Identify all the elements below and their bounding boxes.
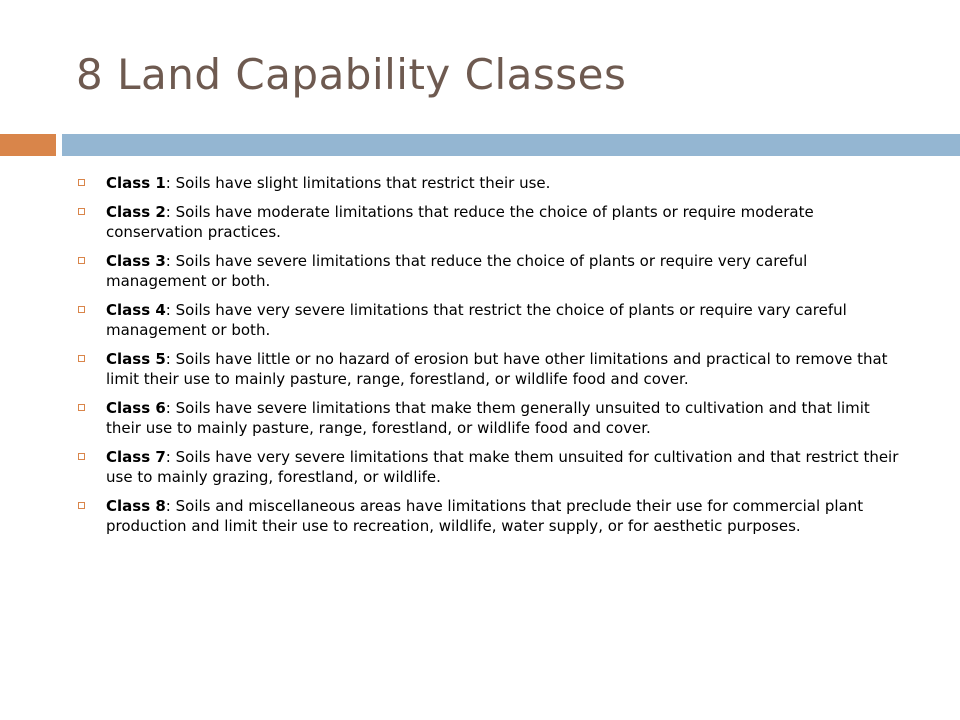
square-outline-bullet-icon <box>78 502 85 509</box>
class-separator: : <box>165 203 176 221</box>
class-description: Soils have very severe limitations that make them unsuited for cultivation and that restrict their use to mainly grazing, forestland, or wildlife. <box>106 448 899 486</box>
square-outline-bullet-icon <box>78 179 85 186</box>
list-item-class-5 <box>76 349 908 389</box>
accent-bar-blue <box>62 134 960 156</box>
class-name: Class 1 <box>106 174 166 192</box>
list-item-class-7 <box>76 447 908 487</box>
class-description: Soils have slight limitations that restrict their use. <box>175 174 551 192</box>
accent-bar-orange <box>0 134 56 156</box>
class-separator: : <box>165 252 176 270</box>
square-outline-bullet-icon <box>78 404 85 411</box>
class-separator: : <box>165 301 176 319</box>
class-name: Class 3 <box>106 252 166 270</box>
class-name: Class 5 <box>106 350 166 368</box>
square-outline-bullet-icon <box>78 306 85 313</box>
class-description: Soils have little or no hazard of erosion but have other limitations and practical to remove that limit their use to mainly pasture, range, forestland, or wildlife food and cover. <box>106 350 888 388</box>
list-item-class-6 <box>76 398 908 438</box>
class-description: Soils have moderate limitations that reduce the choice of plants or require moderate conservation practices. <box>106 203 814 241</box>
list-item-class-4 <box>76 300 908 340</box>
class-name: Class 4 <box>106 301 166 319</box>
capability-class-list <box>76 173 908 545</box>
slide-title: 8 Land Capability Classes <box>76 50 627 99</box>
class-separator: : <box>165 399 176 417</box>
square-outline-bullet-icon <box>78 257 85 264</box>
class-description: Soils have severe limitations that make them generally unsuited to cultivation and that limit their use to mainly pasture, range, forestland, or wildlife food and cover. <box>106 399 870 437</box>
class-name: Class 8 <box>106 497 166 515</box>
class-description: Soils have severe limitations that reduce the choice of plants or require very careful management or both. <box>106 252 808 290</box>
class-separator: : <box>165 350 176 368</box>
class-name: Class 6 <box>106 399 166 417</box>
list-item-class-3 <box>76 251 908 291</box>
class-name: Class 7 <box>106 448 166 466</box>
class-separator: : <box>165 174 176 192</box>
square-outline-bullet-icon <box>78 208 85 215</box>
class-name: Class 2 <box>106 203 166 221</box>
square-outline-bullet-icon <box>78 355 85 362</box>
square-outline-bullet-icon <box>78 453 85 460</box>
class-description: Soils and miscellaneous areas have limitations that preclude their use for commercial plant production and limit their use to recreation, wildlife, water supply, or for aesthetic purposes. <box>106 497 864 535</box>
class-description: Soils have very severe limitations that restrict the choice of plants or require vary careful management or both. <box>106 301 847 339</box>
list-item-class-8 <box>76 496 908 536</box>
list-item-class-2 <box>76 202 908 242</box>
list-item-class-1 <box>76 173 908 193</box>
class-separator: : <box>165 448 176 466</box>
class-separator: : <box>165 497 176 515</box>
